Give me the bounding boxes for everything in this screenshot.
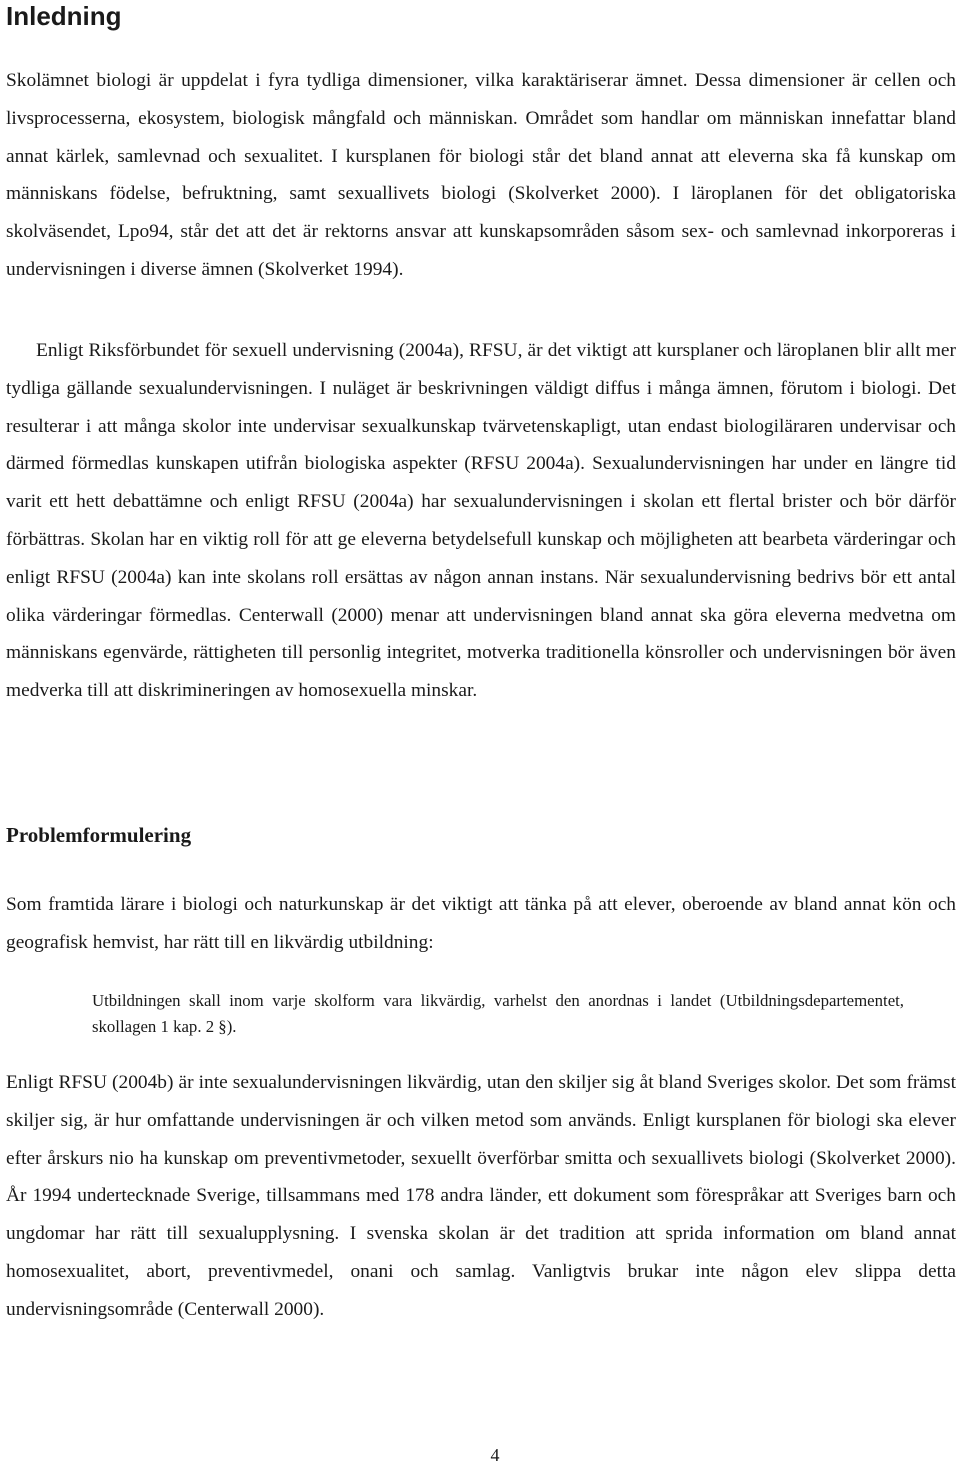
intro-paragraph-1: Skolämnet biologi är uppdelat i fyra tydliga dimensioner, vilka karaktäriserar ämnet. Dessa dimensioner är cellen och livsprocesserna, ekosystem, biologisk mångfald och människan. Området som handlar om människan innefattar bland annat kärlek, samlevnad och sexualitet. I kursplanen för biologi står det bland annat att eleverna ska få kunskap om människans födelse, befruktning, samt sexuallivets biologi (Skolverket 2000). I läroplanen för det obligatoriska skolväsendet, Lpo94, står det att det är rektorns ansvar att kunskapsområden såsom sex- och samlevnad inkorporeras i undervisningen i diverse ämnen (Skolverket 1994).: [6, 70, 956, 280]
section-heading-problemformulering: Problemformulering: [6, 823, 192, 847]
problem-paragraph-1: Som framtida lärare i biologi och naturkunskap är det viktigt att tänka på att elever, oberoende av bland annat kön och geografisk hemvist, har rätt till en likvärdig utbildning:: [6, 894, 956, 953]
intro-paragraph-2: Enligt Riksförbundet för sexuell undervisning (2004a), RFSU, är det viktigt att kursplaner och läroplanen blir allt mer tydliga gällande sexualundervisningen. I nuläget är beskrivningen väldigt diffus i många ämnen, förutom i biologi. Det resulterar i att många skolor inte undervisar sexualkunskap tvärvetenskapligt, utan endast biologiläraren undervisar och därmed förmedlas kunskapen utifrån biologiska aspekter (RFSU 2004a). Sexualundervisningen har under en längre tid varit ett hett debattämne och enligt RFSU (2004a) har sexualundervisningen i skolan ett flertal brister och bör därför förbättras. Skolan har en viktig roll för att ge eleverna betydelsefull kunskap och möjligheten att bearbeta värderingar och enligt RFSU (2004a) kan inte skolans roll ersättas av någon annan instans. När sexualundervisning bedrivs bör ett antal olika värderingar förmedlas. Centerwall (2000) menar att undervisningen bland annat ska göra eleverna medvetna om människans egenvärde, rättigheten till personlig integritet, motverka traditionella könsroller och undervisningen bör även medverka till att diskrimineringen av homosexuella minskar.: [6, 340, 956, 702]
block-quote: Utbildningen skall inom varje skolform vara likvärdig, varhelst den anordnas i landet (Utbildningsdepartementet, skollagen 1 kap. 2 §).: [92, 991, 904, 1036]
page-number: 4: [490, 1445, 500, 1465]
section-heading-inledning: Inledning: [6, 1, 122, 31]
problem-paragraph-2: Enligt RFSU (2004b) är inte sexualundervisningen likvärdig, utan den skiljer sig åt bland Sveriges skolor. Det som främst skiljer sig, är hur omfattande undervisningen är och vilken metod som används. Enligt kursplanen för biologi ska elever efter årskurs nio ha kunskap om preventivmetoder, sexuellt överförbar smitta och sexuallivets biologi (Skolverket 2000). År 1994 undertecknade Sverige, tillsammans med 178 andra länder, ett dokument som förespråkar att Sveriges barn och ungdomar har rätt till sexualupplysning. I svenska skolan är det tradition att sprida information om bland annat homosexualitet, abort, preventivmedel, onani och samlag. Vanligtvis brukar inte någon elev slippa detta undervisningsområde (Centerwall 2000).: [6, 1072, 956, 1320]
